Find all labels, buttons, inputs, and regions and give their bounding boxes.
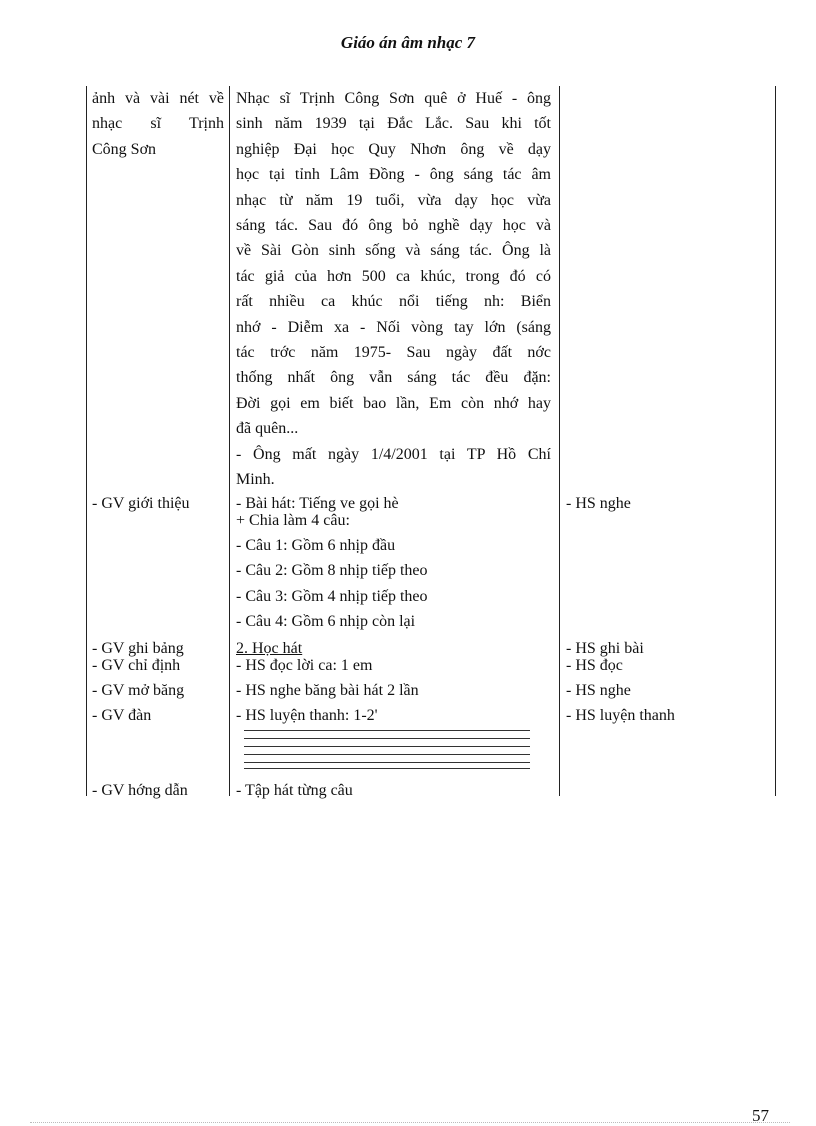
- text-line: tác trớc năm 1975- Sau ngày đất nớc: [236, 344, 551, 362]
- table-border-left: [86, 86, 87, 796]
- table-divider-1: [229, 86, 230, 796]
- text-line: Nhạc sĩ Trịnh Công Sơn quê ở Huế - ông: [236, 90, 551, 107]
- text-line: Đời gọi em biết bao lần, Em còn nhớ hay: [236, 394, 551, 412]
- text-line: ảnh và vài nét về: [92, 90, 224, 107]
- staff-line: [244, 754, 530, 755]
- lesson-content: - HS luyện thanh: 1-2': [236, 707, 378, 724]
- list-item: - Câu 3: Gồm 4 nhịp tiếp theo: [236, 587, 428, 605]
- biography-teacher-cell: [92, 86, 224, 162]
- staff-line: [244, 730, 530, 731]
- staff-line: [244, 738, 530, 739]
- text-line: học tại tỉnh Lâm Đồng - ông sáng tác âm: [236, 166, 551, 184]
- lesson-content: - HS nghe băng bài hát 2 lần: [236, 682, 419, 699]
- text-line: sinh năm 1939 tại Đắc Lắc. Sau khi tốt: [236, 115, 551, 133]
- text-line: nhạc từ năm 19 tuổi, vừa dạy học vừa: [236, 191, 551, 209]
- student-activity: - HS nghe: [566, 495, 631, 512]
- staff-line: [244, 746, 530, 747]
- section-heading: 2. Học hát: [236, 640, 303, 657]
- text-line: về Sài Gòn sinh sống và sáng tác. Ông là: [236, 242, 551, 260]
- teacher-activity: - GV hớng dẫn: [92, 782, 188, 799]
- song-title: - Bài hát: Tiếng ve gọi hè: [236, 495, 399, 512]
- text-line: Minh.: [236, 471, 275, 489]
- text-line: Công Sơn: [92, 140, 157, 158]
- staff-line: [244, 768, 530, 769]
- lesson-content: - HS đọc lời ca: 1 em: [236, 657, 373, 674]
- sentence-heading: + Chia làm 4 câu:: [236, 512, 350, 529]
- sentence-list: [236, 533, 551, 635]
- teacher-activity: - GV chỉ định: [92, 657, 181, 674]
- student-activity: - HS ghi bài: [566, 640, 644, 657]
- list-item: - Câu 4: Gồm 6 nhịp còn lại: [236, 613, 416, 631]
- student-activity: - HS luyện thanh: [566, 707, 675, 724]
- table-border-right: [775, 86, 776, 796]
- page-number: 57: [752, 1106, 769, 1125]
- staff-line: [244, 762, 530, 763]
- student-activity: - HS nghe: [566, 682, 631, 699]
- lesson-content: - Tập hát từng câu: [236, 782, 353, 799]
- page-title: Giáo án âm nhạc 7: [340, 33, 476, 52]
- teacher-activity: - GV mở băng: [92, 682, 185, 699]
- text-line: tác giả của hơn 500 ca khúc, trong đó có: [236, 267, 551, 285]
- teacher-activity: - GV đàn: [92, 707, 152, 724]
- table-divider-2: [559, 86, 560, 796]
- teacher-activity: - GV giới thiệu: [92, 495, 190, 512]
- list-item: - Câu 2: Gồm 8 nhịp tiếp theo: [236, 562, 428, 580]
- text-line: nhớ - Diễm xa - Nối vòng tay lớn (sáng: [236, 318, 551, 336]
- text-line: - Ông mất ngày 1/4/2001 tại TP Hồ Chí: [236, 445, 551, 463]
- list-item: - Câu 1: Gồm 6 nhịp đầu: [236, 537, 396, 554]
- text-line: rất nhiều ca khúc nổi tiếng nh: Biển: [236, 293, 551, 311]
- text-line: nhạc sĩ Trịnh: [92, 115, 224, 133]
- student-activity: - HS đọc: [566, 657, 623, 674]
- biography-content-cell: [236, 86, 551, 493]
- text-line: thống nhất ông vẫn sáng tác đều đặn:: [236, 369, 551, 387]
- text-line: sáng tác. Sau đó ông bỏ nghề dạy học và: [236, 217, 551, 235]
- text-line: đã quên...: [236, 420, 299, 438]
- text-line: nghiệp Đại học Quy Nhơn ông về dạy: [236, 140, 551, 158]
- teacher-activity: - GV ghi bảng: [92, 640, 184, 657]
